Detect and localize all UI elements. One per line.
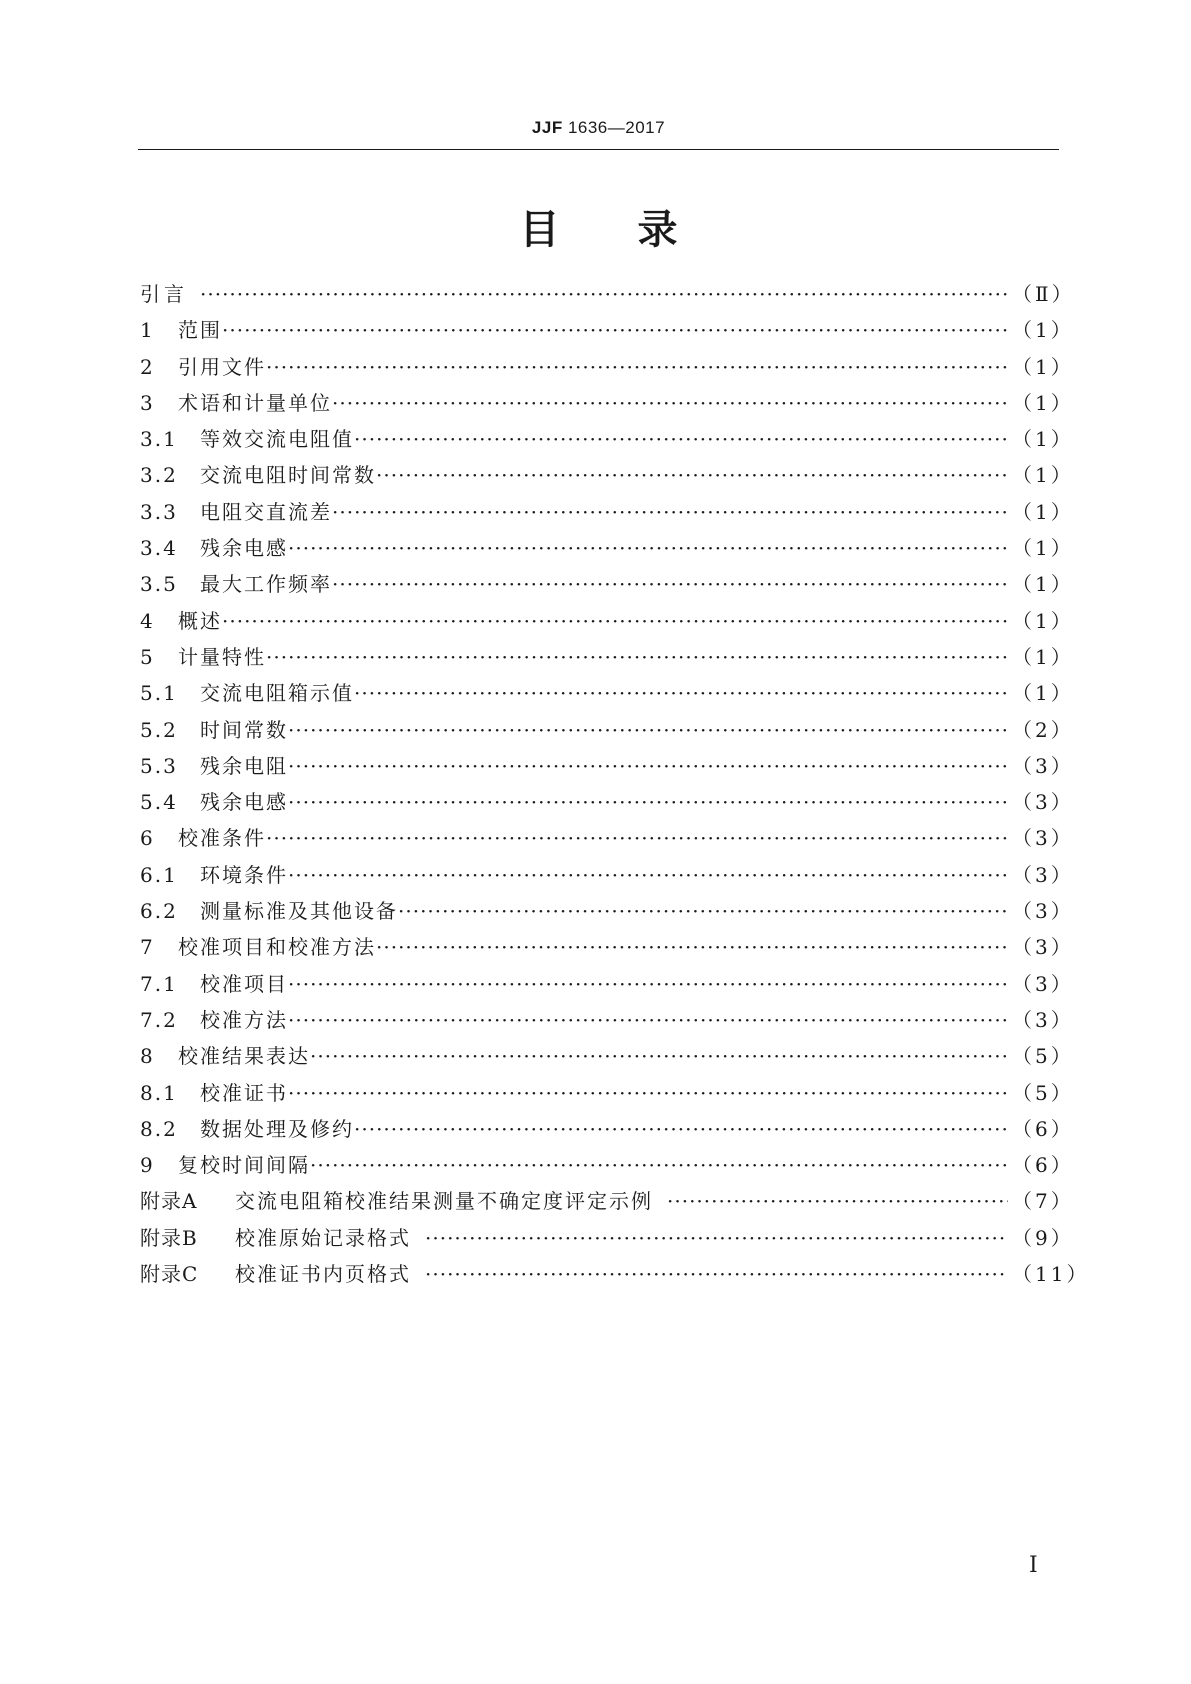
toc-entry-page: （1） [1012, 354, 1074, 379]
toc-entry-title: 校准原始记录格式 [235, 1225, 411, 1250]
page-number: Ⅰ [1029, 1552, 1038, 1577]
toc-entry-number: 6.1 [140, 862, 178, 887]
toc-entry[interactable] [140, 314, 1074, 350]
toc-leader-dots [200, 282, 1008, 306]
toc-leader-dots [354, 427, 1008, 451]
toc-entry[interactable] [140, 641, 1074, 677]
toc-entry[interactable] [140, 822, 1074, 858]
toc-entry-number: 9 [140, 1153, 155, 1178]
toc-entry-title: 复校时间间隔 [178, 1153, 310, 1178]
toc-entry-number: 3.3 [140, 499, 178, 524]
toc-entry-title: 环境条件 [200, 862, 288, 887]
toc-entry-title: 残余电感 [200, 536, 288, 561]
toc-leader-dots [288, 754, 1008, 778]
toc-leader-dots [266, 645, 1008, 669]
toc-leader-dots [667, 1189, 1008, 1213]
toc-entry-number: 8 [140, 1044, 155, 1069]
toc-entry[interactable] [140, 1113, 1074, 1149]
toc-entry[interactable] [140, 931, 1074, 967]
toc-entry-page: （1） [1012, 427, 1074, 452]
toc-entry[interactable] [140, 895, 1074, 931]
toc-entry[interactable] [140, 1004, 1074, 1040]
toc-entry-title: 电阻交直流差 [200, 499, 332, 524]
toc-entry-number: 2 [140, 354, 155, 379]
toc-leader-dots [354, 1117, 1008, 1141]
toc-entry[interactable] [140, 532, 1074, 568]
toc-entry-number: 3.2 [140, 463, 178, 488]
toc-entry[interactable] [140, 786, 1074, 822]
toc-leader-dots [266, 826, 1008, 850]
toc-entry-page: （1） [1012, 318, 1074, 343]
standard-code: JJF [531, 118, 563, 137]
toc-entry[interactable] [140, 568, 1074, 604]
toc-entry-page: （1） [1012, 644, 1074, 669]
toc-entry-number: 7.2 [140, 1007, 178, 1032]
document-header [138, 118, 1059, 138]
toc-leader-dots [398, 899, 1008, 923]
toc-entry[interactable] [140, 423, 1074, 459]
toc-leader-dots [332, 391, 1008, 415]
toc-entry-number: 5.2 [140, 717, 178, 742]
toc-entry[interactable] [140, 1040, 1074, 1076]
toc-entry-page: （3） [1012, 1007, 1074, 1032]
toc-entry-title: 残余电阻 [200, 753, 288, 778]
toc-leader-dots [425, 1226, 1008, 1250]
toc-entry[interactable] [140, 968, 1074, 1004]
toc-entry-page: （3） [1012, 899, 1074, 924]
toc-entry-number: 1 [140, 318, 155, 343]
toc-entry[interactable] [140, 496, 1074, 532]
toc-entry-number: 5.4 [140, 790, 178, 815]
toc-entry-page: （1） [1012, 681, 1074, 706]
toc-leader-dots [266, 355, 1008, 379]
toc-entry-title: 测量标准及其他设备 [200, 899, 398, 924]
toc-leader-dots [288, 863, 1008, 887]
standard-number: 1636—2017 [567, 118, 666, 137]
toc-entry-title: 校准结果表达 [178, 1044, 310, 1069]
toc-entry-page: （7） [1012, 1189, 1074, 1214]
toc-entry-number: 6 [140, 826, 155, 851]
toc-entry-number: 4 [140, 608, 155, 633]
table-of-contents [140, 278, 1090, 1294]
toc-entry-title: 概述 [178, 608, 222, 633]
toc-entry-page: （3） [1012, 753, 1074, 778]
toc-entry-title: 引用文件 [178, 354, 266, 379]
toc-entry-page: （2） [1012, 717, 1074, 742]
toc-entry-page: （3） [1012, 790, 1074, 815]
toc-entry[interactable] [140, 677, 1074, 713]
toc-entry-title: 校准项目 [200, 971, 288, 996]
toc-entry-page: （3） [1012, 935, 1074, 960]
toc-entry-number: 3.4 [140, 536, 178, 561]
toc-entry-title: 术语和计量单位 [178, 390, 332, 415]
toc-entry-page: （9） [1012, 1225, 1074, 1250]
toc-leader-dots [222, 609, 1008, 633]
header-rule [138, 149, 1059, 150]
toc-leader-dots [288, 790, 1008, 814]
toc-entry-number: 3.1 [140, 427, 178, 452]
toc-entry-number: 8.2 [140, 1116, 178, 1141]
toc-entry-title: 交流电阻箱示值 [200, 681, 354, 706]
toc-entry-page: （5） [1012, 1080, 1074, 1105]
toc-entry-number: 6.2 [140, 899, 178, 924]
toc-leader-dots [376, 463, 1008, 487]
toc-entry-number: 3.5 [140, 572, 178, 597]
toc-entry[interactable] [140, 1258, 1090, 1294]
toc-entry-title: 最大工作频率 [200, 572, 332, 597]
toc-entry-number: 5.1 [140, 681, 178, 706]
toc-entry[interactable] [140, 605, 1074, 641]
toc-entry-page: （6） [1012, 1153, 1074, 1178]
toc-entry-title: 引言 [140, 282, 188, 306]
toc-leader-dots [310, 1153, 1008, 1177]
toc-entry[interactable] [140, 1185, 1074, 1221]
toc-entry-title: 范围 [178, 318, 222, 343]
toc-title: 目录 [519, 207, 756, 253]
toc-entry-page: （1） [1012, 463, 1074, 488]
toc-entry-page: （1） [1012, 608, 1074, 633]
toc-leader-dots [310, 1044, 1008, 1068]
toc-entry-number: 附录A [140, 1189, 198, 1214]
toc-entry-number: 5 [140, 644, 155, 669]
toc-entry[interactable] [140, 459, 1074, 495]
toc-entry-number: 附录C [140, 1262, 199, 1287]
toc-entry[interactable] [140, 714, 1074, 750]
toc-entry-number: 5.3 [140, 753, 178, 778]
toc-leader-dots [376, 935, 1008, 959]
toc-entry[interactable] [140, 1222, 1074, 1258]
toc-entry[interactable] [140, 278, 1075, 314]
toc-leader-dots [288, 1081, 1008, 1105]
toc-entry[interactable] [140, 1149, 1074, 1185]
toc-leader-dots [288, 718, 1008, 742]
toc-leader-dots [288, 536, 1008, 560]
toc-entry-title: 校准证书 [200, 1080, 288, 1105]
toc-entry-title: 交流电阻箱校准结果测量不确定度评定示例 [235, 1189, 653, 1214]
toc-entry-title: 校准证书内页格式 [235, 1262, 411, 1287]
toc-entry-title: 交流电阻时间常数 [200, 463, 376, 488]
toc-entry-title: 校准方法 [200, 1007, 288, 1032]
toc-entry-number: 附录B [140, 1225, 198, 1250]
toc-leader-dots [354, 681, 1008, 705]
toc-entry-title: 数据处理及修约 [200, 1116, 354, 1141]
toc-leader-dots [222, 318, 1008, 342]
toc-leader-dots [288, 972, 1008, 996]
toc-entry-page: （11） [1012, 1262, 1090, 1287]
toc-entry-title: 残余电感 [200, 790, 288, 815]
toc-entry-page: （1） [1012, 536, 1074, 561]
toc-entry-page: （1） [1012, 390, 1074, 415]
toc-entry-title: 计量特性 [178, 644, 266, 669]
toc-entry-page: （6） [1012, 1116, 1074, 1141]
toc-entry-page: （3） [1012, 971, 1074, 996]
toc-entry[interactable] [140, 387, 1074, 423]
toc-entry-page: （Ⅱ） [1012, 282, 1075, 306]
toc-entry-page: （1） [1012, 499, 1074, 524]
toc-entry-title: 时间常数 [200, 717, 288, 742]
toc-entry-number: 8.1 [140, 1080, 178, 1105]
toc-entry-number: 3 [140, 390, 155, 415]
toc-entry-title: 等效交流电阻值 [200, 427, 354, 452]
toc-entry-page: （3） [1012, 826, 1074, 851]
toc-entry-title: 校准条件 [178, 826, 266, 851]
toc-leader-dots [288, 1008, 1008, 1032]
toc-leader-dots [425, 1262, 1008, 1286]
toc-entry-number: 7.1 [140, 971, 178, 996]
toc-entry-title: 校准项目和校准方法 [178, 935, 376, 960]
toc-leader-dots [332, 572, 1008, 596]
toc-entry[interactable] [140, 351, 1074, 387]
toc-entry[interactable] [140, 1077, 1074, 1113]
toc-entry-page: （3） [1012, 862, 1074, 887]
toc-entry-page: （5） [1012, 1044, 1074, 1069]
toc-entry-number: 7 [140, 935, 155, 960]
toc-leader-dots [332, 500, 1008, 524]
toc-entry[interactable] [140, 750, 1074, 786]
toc-entry[interactable] [140, 859, 1074, 895]
toc-entry-page: （1） [1012, 572, 1074, 597]
